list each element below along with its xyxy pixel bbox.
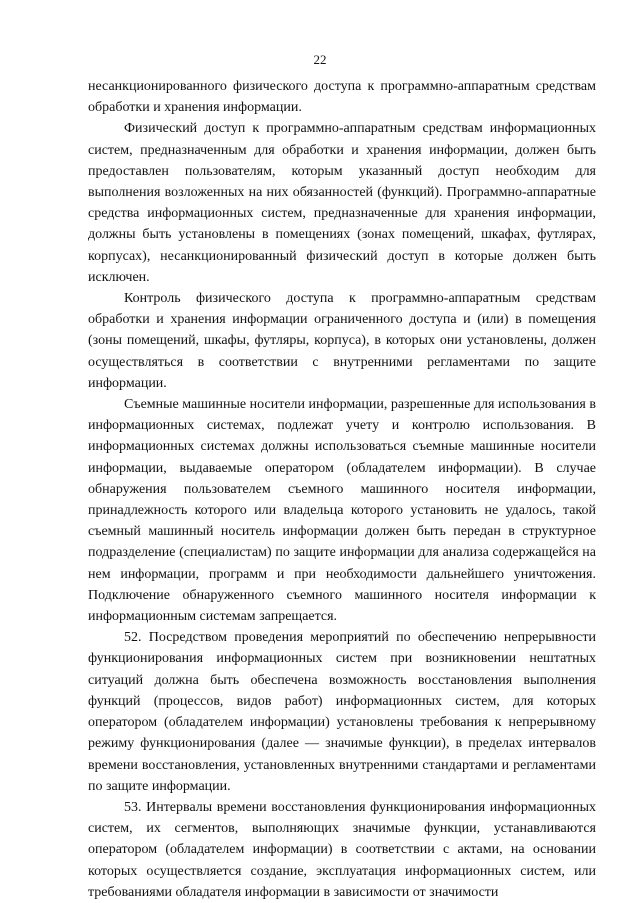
document-body bbox=[88, 76, 596, 903]
paragraph-removable-media: Съемные машинные носители информации, разрешенные для использования в информационных системах, подлежат учету и контролю использования. В информационных системах должны использоваться съемные машинные носители информации, выдаваемые оператором (обладателем информации). В случае обнаружения пользователем съемного машинного носителя информации, принадлежность которого или владельца которого установить не удалось, такой съемный машинный носитель информации должен быть передан в структурное подразделение (специалистам) по защите информации для анализа содержащейся на нем информации, программ и при необходимости дальнейшего уничтожения. Подключение обнаруженного съемного машинного носителя информации к информационным системам запрещается. bbox=[88, 397, 596, 625]
paragraph-continuation: несанкционированного физического доступа к программно-аппаратным средствам обработки и хранения информации. bbox=[88, 79, 596, 116]
paragraph-access-control: Контроль физического доступа к программно-аппаратным средствам обработки и хранения информации ограниченного доступа и (или) в помещения (зоны помещений, шкафы, футляры, корпуса), в которых они установлены, должен осуществляться в соответствии с внутренними регламентами по защите информации. bbox=[88, 291, 596, 391]
paragraph-physical-access: Физический доступ к программно-аппаратным средствам информационных систем, предназначенным для обработки и хранения информации, должен быть предоставлен пользователям, которым указанный доступ необходим для выполнения возложенных на них обязанностей (функций). Программно-аппаратные средства информационных систем, предназначенные для хранения информации, должны быть установлены в помещениях (зонах помещений, шкафах, футлярах, корпусах), несанкционированный физический доступ в которые должен быть исключен. bbox=[88, 121, 596, 285]
paragraph-item-52: 52. Посредством проведения мероприятий по обеспечению непрерывности функционирования информационных систем при возникновении нештатных ситуаций должна быть обеспечена возможность восстановления выполнения функций (процессов, видов работ) информационных систем, для которых оператором (обладателем информации) установлены требования к непрерывному режиму функционирования (далее — значимые функции), в пределах интервалов времени восстановления, установленных внутренними стандартами и регламентами по защите информации. bbox=[88, 630, 596, 794]
paragraph-item-53: 53. Интервалы времени восстановления функционирования информационных систем, их сегментов, выполняющих значимые функции, устанавливаются оператором (обладателем информации) в соответствии с актами, на основании которых осуществляется создание, эксплуатация информационных систем, или требованиями обладателя информации в зависимости от значимости bbox=[88, 799, 596, 900]
page-number: 22 bbox=[313, 52, 327, 67]
